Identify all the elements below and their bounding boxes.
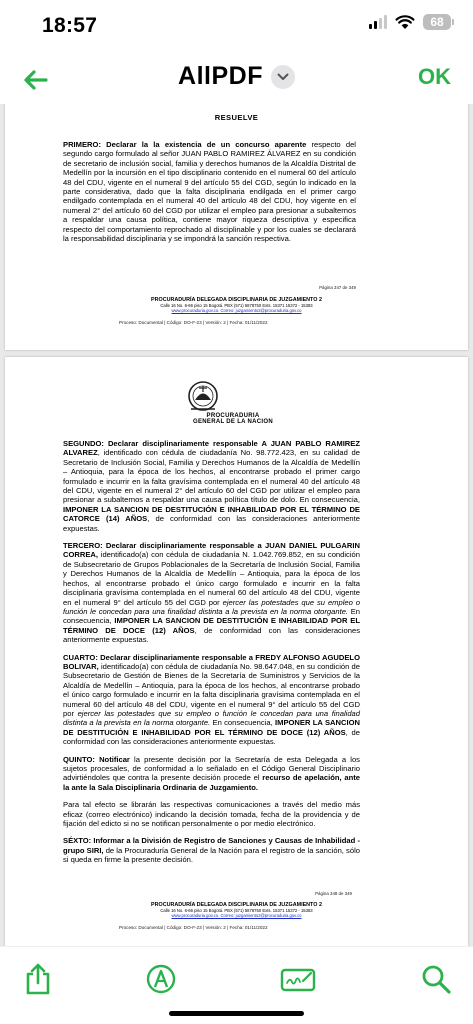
signature-button[interactable] (280, 961, 316, 997)
proceso-line: Proceso: Documental | Código: DO-F-23 | Versión: 2 | Fecha: 01/11/2022 (119, 925, 268, 930)
search-button[interactable] (418, 961, 454, 997)
chevron-down-icon (271, 65, 295, 89)
quinto-appeal: recurso de apelación, ante la ante la Sala Disciplinaria Ordinaria de Juzgamiento. (63, 773, 360, 792)
document-title: AllPDF (178, 62, 263, 90)
annotate-button[interactable] (143, 961, 179, 997)
battery-indicator: 68 (423, 14, 451, 30)
sexto-label: SÉXTO: (63, 836, 92, 846)
wifi-icon (395, 14, 415, 30)
segundo-label: SEGUNDO: (63, 439, 104, 448)
quinto-label: QUINTO: (63, 754, 95, 764)
logo-line-1: PROCURADURIA (206, 413, 260, 419)
segundo-sanction: IMPONER LA SANCION DE DESTITUCIÓN E INHABILIDAD POR EL TÉRMINO DE CATORCE (14) AÑOS (63, 504, 360, 524)
tercero-italic: ejercer las potestades que su empleo o función le concedan para una finalidad distinta a la prevista en la norma otorgante. (63, 597, 360, 616)
page-number: Página 348 de 349 (315, 891, 352, 896)
primero-text: respecto del segundo cargo formulado al señor JUAN PABLO RAMIREZ ÁLVAREZ en su condición de secretario de inclusión social, familia y derechos humanos de la Alcaldía Distrital de Medellín por la incursión en el tipo disciplinario contenido en el numeral 60 del artículo 48 del CDU, vigente en el numeral 9 del artículo 55 del CGD, según lo indicado en la parte considerativa, dado que la falta disciplinaria endilgada en el primer cargo endilgado contemplada en el numeral 40 del artículo 48 del CDU, hoy vigente en el numeral 2° del artículo 60 del CGD por utilizar el empleo para presionar a subalternos a respaldar una causa política, contiene mayor riqueza descriptiva y especifica respecto del comportamiento reprochado al disciplinable y por los cuales se declarará la responsabilidad disciplinaria y se impondrá la sanción respectiva. (63, 140, 356, 244)
tercero-text2: En consecuencia, (63, 606, 360, 626)
cellular-signal-icon (369, 15, 387, 29)
home-indicator[interactable] (169, 1011, 304, 1016)
footer-address: Calle 16 No. 6-66 piso 15 Bogotá. PBX (571) 5878750 Exts. 15371 15372 - 15383 (160, 303, 313, 308)
cuarto-sanction: IMPONER LA SANCION DE DESTITUCIÓN E INHABILIDAD POR EL TÉRMINO DE DOCE (12) AÑOS (63, 718, 360, 737)
sexto-text: de la Procuraduría General de la Nación para el registro de la sanción, sólo si queda en firme la presente decisión. (63, 845, 360, 865)
cuarto-label: CUARTO: (63, 652, 98, 662)
status-time: 18:57 (42, 14, 98, 37)
primero-bold: Declarar la la existencia de un concurso aparente (106, 140, 307, 149)
segundo-text: , identificado con cédula de ciudadanía No. 98.772.423, en su calidad de Secretario de Inclusión Social, Familia y Derechos Humanos de la Alcaldía de Medellín – Antioquia, para la época de los hechos, al encontrarse probado el primer cargo formulado e incurrir en la falta gravísima contemplada en el numeral 40 del artículo 48 del CDU, vigente en el numeral 2° del artículo 60 del CGD por utilizar el empleo para presionar a subalternos a respaldar una causa política título de dolo. En consecuencia, (63, 448, 360, 505)
sexto-paragraph (63, 836, 360, 864)
page-number: Página 347 de 349 (319, 285, 356, 290)
ok-button[interactable]: OK (418, 64, 451, 89)
footer-address: Calle 16 No. 6-66 piso 15 Bogotá. PBX (571) 5878750 Exts. 15371 15372 - 15383 (160, 908, 313, 913)
pen-icon (145, 963, 177, 995)
page-footer (5, 902, 468, 918)
tercero-text: identificado(a) con cédula de ciudadanía N. 1.042.769.852, en su condición de Subsecretario de Grupos Poblacionales de la Secretaría de Inclusión Social, Familia y Derechos Humanos de la Alcaldía de Medellín – Antioquia, para la época de los hechos, al encontrarse probado el único cargo formulado e incurrir en la falta disciplinaria gravísima contemplada en el numeral 60 del artículo 48 del CDU, vigente en el numeral 9° del artículo 55 del CGD por (63, 550, 360, 607)
tercero-sanction: IMPONER LA SANCION DE DESTITUCIÓN E INHABILIDAD POR EL TÉRMINO DE DOCE (12) AÑOS (63, 616, 360, 635)
cuarto-text2: En consecuencia, (210, 718, 273, 728)
cuarto-bold: Declarar disciplinariamente responsable a FREDY ALFONSO AGUDELO BOLIVAR, (63, 652, 360, 671)
primero-label: PRIMERO: (63, 140, 101, 149)
resuelve-heading: RESUELVE (214, 113, 259, 122)
page-footer (5, 297, 468, 313)
cuarto-end: , de conformidad con las consideraciones anteriormente expuestas. (63, 727, 360, 747)
segundo-paragraph (63, 439, 360, 533)
sexto-bold: Informar a la División de Registro de Sanciones y Causas de Inhabilidad - grupo SIRI, (63, 836, 360, 855)
procuraduria-logo-text (193, 413, 273, 426)
quinto-bold: Notificar (99, 754, 130, 764)
footer-web: www.procuraduria.gov.co. Correo: juzgamiento2@procuraduria.gov.co (171, 913, 302, 918)
share-button[interactable] (20, 961, 56, 997)
status-bar (0, 0, 473, 52)
pdf-viewer[interactable] (0, 104, 473, 946)
tercero-end: , de conformidad con las consideraciones anteriormente expuestas. (63, 625, 360, 645)
logo-line-2: GENERAL DE LA NACION (193, 419, 274, 426)
segundo-bold: Declarar disciplinariamente responsable A JUAN PABLO RAMIREZ ALVAREZ (63, 439, 360, 458)
cuarto-italic: ejercer las potestades que su empleo o función le concedan para una finalidad distinta a la prevista en la norma otorgante. (63, 708, 360, 728)
tercero-label: TERCERO: (63, 541, 103, 551)
tercero-paragraph (63, 541, 360, 644)
nav-bar (0, 52, 473, 104)
primero-paragraph (63, 140, 356, 243)
cuarto-text: identificado(a) con cédula de ciudadanía No. 98.647.048, en su condición de Subsecretario de Gestión de Bienes de la Secretaría de Suministros y Servicios de la Alcaldía de Medellín – Antioquia, para la época de los hechos, al encontrarse probado el único cargo formulado e incurrir en la falta disciplinaria gravísima contemplada en el numeral 60 del artículo 48 del CDU, vigente en el numeral 9° del artículo 55 del CGD por (63, 661, 360, 718)
resolution-body (63, 439, 360, 873)
search-icon (420, 963, 452, 995)
document-title-menu[interactable] (0, 62, 473, 91)
bottom-toolbar (0, 946, 473, 1024)
segundo-end: , de conformidad con las consideraciones anteriormente expuestas. (63, 514, 360, 533)
status-icons (369, 14, 451, 30)
cuarto-paragraph (63, 653, 360, 747)
tercero-bold: Declarar disciplinariamente responsable a JUAN DANIEL PULGARIN CORREA, (63, 541, 360, 560)
footer-web: www.procuraduria.gov.co. Correo: juzgamiento2@procuraduria.gov.co (171, 308, 302, 313)
share-icon (23, 962, 53, 996)
footer-entity: PROCURADURÍA DELEGADA DISCIPLINARIA DE JUZGAMIENTO 2 (151, 902, 322, 908)
footer-entity: PROCURADURÍA DELEGADA DISCIPLINARIA DE JUZGAMIENTO 2 (151, 297, 322, 303)
pdf-page-347 (5, 104, 468, 350)
quinto-paragraph (63, 755, 360, 793)
proceso-line: Proceso: Documental | Código: DO-F-23 | Versión: 2 | Fecha: 01/11/2022 (119, 320, 268, 325)
communications-paragraph: Para tal efecto se librarán las respectivas comunicaciones a través del medio más eficaz (correo electrónico) indicando la decisión tomada, fecha de la providencia y de fijación del edicto si no se notifican personalmente o por medio electrónico. (63, 800, 360, 829)
pdf-page-348 (5, 357, 468, 946)
signature-icon (280, 964, 316, 994)
quinto-text: la presente decisión por la Secretaría de esta Delegada a los sujetos procesales, de conformidad a lo señalado en el Código General Disciplinario advirtiéndoles que contra la presente decisión procede el (63, 754, 360, 783)
